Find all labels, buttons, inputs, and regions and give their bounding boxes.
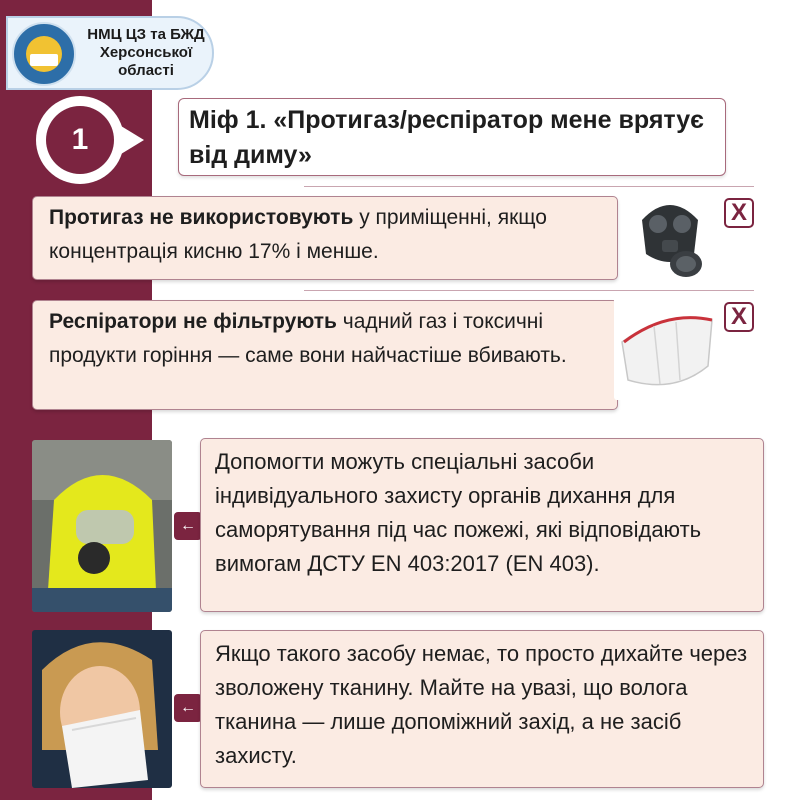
- tip-card-wet-cloth: Якщо такого засобу немає, то просто дихайте через зволожену тканину. Майте на увазі, що волога тканина — лише допоміжний захід, а не засіб захисту.: [200, 630, 764, 788]
- divider: [304, 186, 754, 187]
- fact-card-bold: Протигаз не використовують: [49, 206, 354, 229]
- escape-hood-photo-icon: [32, 440, 172, 612]
- org-badge: [6, 16, 214, 90]
- org-name: [82, 26, 210, 80]
- fact-card-text: чадний газ і токсичні продукти горіння — саме вони найчастіше вбивають.: [49, 310, 567, 367]
- arrow-left-icon: ←: [174, 512, 202, 540]
- tip-card-escape-hood: Допомогти можуть спеціальні засоби індивідуального захисту органів дихання для саморятування під час пожежі, які відповідають вимогам ДСТУ EN 403:2017 (EN 403).: [200, 438, 764, 612]
- org-line-2: Херсонської: [99, 44, 193, 61]
- myth-number: 1: [46, 106, 114, 174]
- fact-card-respirator: [32, 300, 618, 410]
- gas-mask-icon: [628, 192, 712, 286]
- x-box-icon: X: [724, 198, 754, 228]
- org-line-1: НМЦ ЦЗ та БЖД: [87, 26, 205, 43]
- x-box-icon: X: [724, 302, 754, 332]
- emblem-icon: [12, 22, 76, 86]
- divider: [304, 290, 754, 291]
- org-line-3: області: [118, 62, 174, 79]
- fact-card-bold: Респіратори не фільтрують: [49, 310, 337, 333]
- fact-card-text: у приміщенні, якщо концентрація кисню 17% і менше.: [49, 206, 547, 263]
- wet-cloth-photo-icon: [32, 630, 172, 788]
- respirator-icon: [614, 296, 718, 400]
- myth-title: Міф 1. «Протигаз/респіратор мене врятує від диму»: [178, 98, 726, 176]
- fact-card-gas-mask: [32, 196, 618, 280]
- arrow-left-icon: ←: [174, 694, 202, 722]
